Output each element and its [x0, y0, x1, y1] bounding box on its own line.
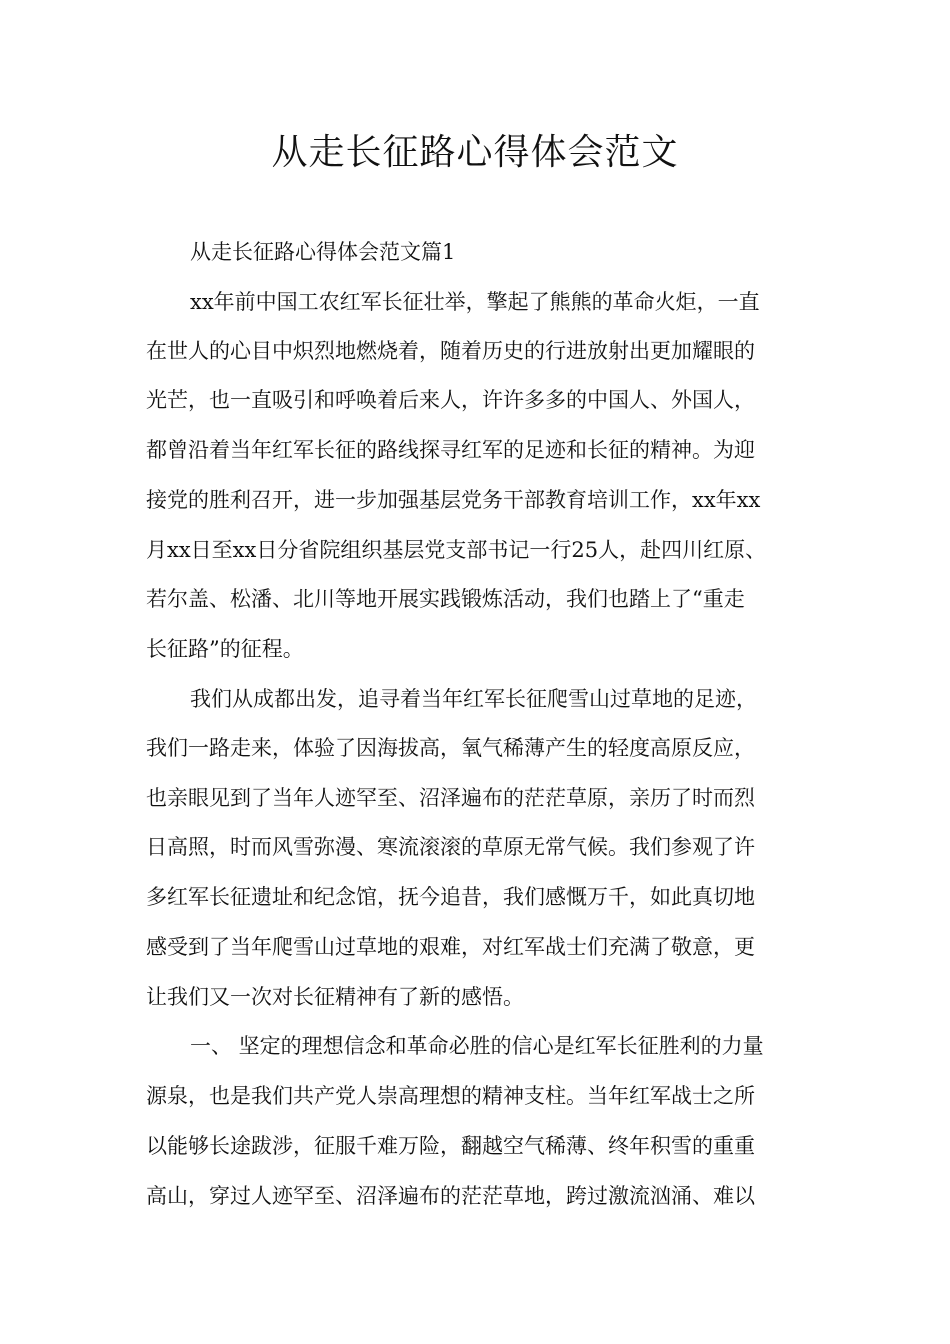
text-line: 日高照，时而风雪弥漫、寒流滚滚的草原无常气候。我们参观了许 — [146, 835, 755, 859]
text-line: 以能够长途跋涉，征服千难万险，翻越空气稀薄、终年积雪的重重 — [146, 1134, 755, 1158]
text-line: 我们一路走来，体验了因海拔高，氧气稀薄产生的轻度高原反应， — [146, 736, 755, 760]
text-line: 也亲眼见到了当年人迹罕至、沼泽遍布的茫茫草原，亲历了时而烈 — [146, 786, 755, 810]
text-line: 感受到了当年爬雪山过草地的艰难，对红军战士们充满了敬意，更 — [146, 935, 755, 959]
text-line: 多红军长征遗址和纪念馆，抚今追昔，我们感慨万千，如此真切地 — [146, 885, 755, 909]
text-line: 长征路”的征程。 — [146, 637, 304, 661]
text-line: 在世人的心目中炽烈地燃烧着，随着历史的行进放射出更加耀眼的 — [146, 339, 755, 363]
text-line: 若尔盖、松潘、北川等地开展实践锻炼活动，我们也踏上了“重走 — [146, 587, 745, 611]
text-line: 一、 坚定的理想信念和革命必胜的信心是红军长征胜利的力量 — [190, 1034, 764, 1058]
text-line: 都曾沿着当年红军长征的路线探寻红军的足迹和长征的精神。为迎 — [146, 438, 755, 462]
text-line: 源泉，也是我们共产党人崇高理想的精神支柱。当年红军战士之所 — [146, 1084, 755, 1108]
text-line: 我们从成都出发，追寻着当年红军长征爬雪山过草地的足迹， — [190, 687, 757, 711]
section-heading: 从走长征路心得体会范文篇1 — [190, 240, 456, 264]
text-line: 高山，穿过人迹罕至、沼泽遍布的茫茫草地，跨过激流汹涌、难以 — [146, 1184, 755, 1208]
document-title: 从走长征路心得体会范文 — [271, 132, 679, 173]
text-line: 月xx日至xx日分省院组织基层党支部书记一行25人，赴四川红原、 — [146, 538, 767, 562]
text-line: xx年前中国工农红军长征壮举，擎起了熊熊的革命火炬，一直 — [190, 290, 760, 314]
text-line: 接党的胜利召开，进一步加强基层党务干部教育培训工作，xx年xx — [146, 488, 761, 512]
text-line: 光芒，也一直吸引和呼唤着后来人，许许多多的中国人、外国人， — [146, 388, 755, 412]
text-line: 让我们又一次对长征精神有了新的感悟。 — [146, 985, 524, 1009]
